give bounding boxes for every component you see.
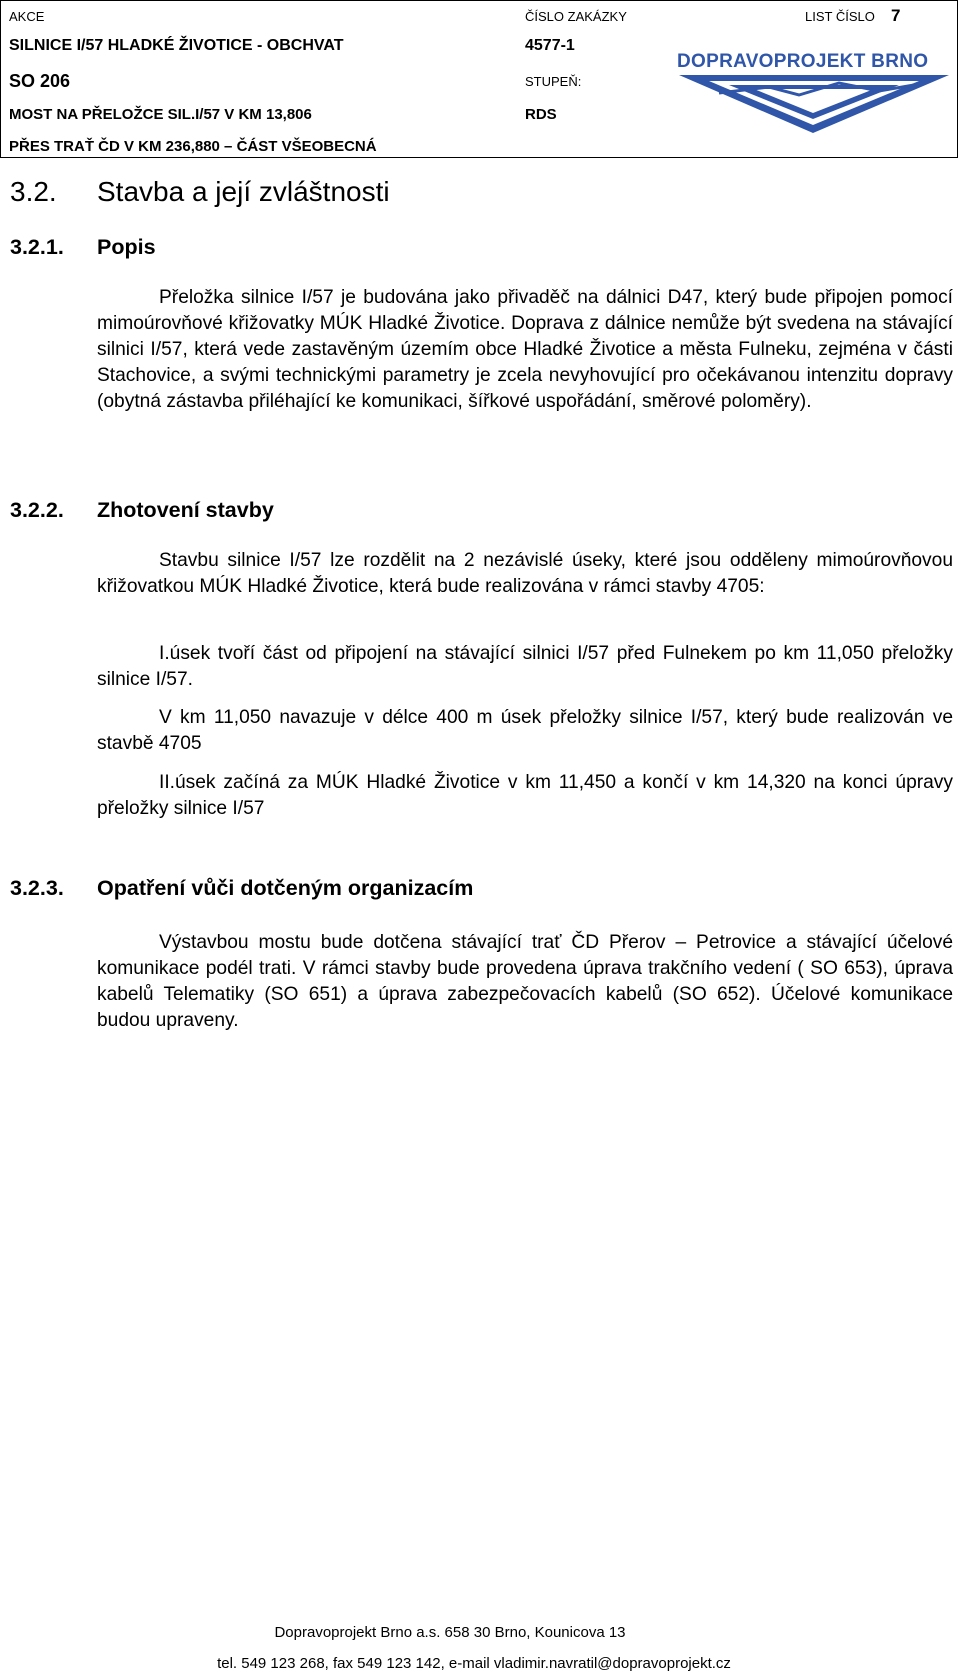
order-label: ČÍSLO ZAKÁZKY: [525, 9, 627, 24]
sub1-number: 3.2.1.: [10, 235, 64, 259]
sub2-title: Zhotovení stavby: [97, 498, 274, 522]
order-number: 4577-1: [525, 37, 575, 54]
sheet-number: 7: [891, 6, 901, 25]
sub2-paragraph-3-text: V km 11,050 navazuje v délce 400 m úsek přeložky silnice I/57, který bude realizován ve stavbě 4705: [97, 707, 953, 754]
stage-value: RDS: [525, 106, 557, 123]
footer-contact: tel. 549 123 268, fax 549 123 142, e-mail vladimir.navratil@dopravoprojekt.cz: [217, 1655, 731, 1672]
sub2-paragraph-1-text: Stavbu silnice I/57 lze rozdělit na 2 nezávislé úseky, které jsou odděleny mimoúrovňovou křižovatkou MÚK Hladké Životice, která bude realizována v rámci stavby 4705:: [97, 550, 953, 597]
document-header: [0, 0, 958, 158]
sub3-title: Opatření vůči dotčeným organizacím: [97, 876, 474, 900]
sub2-paragraph-2-text: I.úsek tvoří část od připojení na stávající silnici I/57 před Fulnekem po km 11,050 přeložky silnice I/57.: [97, 643, 953, 690]
sub1-paragraph-text: Přeložka silnice I/57 je budována jako přivaděč na dálnici D47, který bude připojen pomocí mimoúrovňové křižovatky MÚK Hladké Životice. Doprava z dálnice nemůže být svedena na stávající silnici I/57, která vede zastavěným územím obce Hladké Životice a města Fulneku, zejména v části Stachovice, a svými technickými parametry je zcela nevyhovující pro očekávanou intenzitu dopravy (obytná zástavba přiléhající ke komunikaci, šířkové uspořádání, směrové poloměry).: [97, 287, 953, 412]
sub3-number: 3.2.3.: [10, 876, 64, 900]
logo-emblem-icon: [679, 73, 949, 135]
rail-line: PŘES TRAŤ ČD V KM 236,880 – ČÁST VŠEOBECNÁ: [9, 138, 377, 155]
sub1-title: Popis: [97, 235, 156, 259]
sub2-paragraph-1: [97, 548, 953, 600]
bridge-line: MOST NA PŘELOŽCE SIL.I/57 V KM 13,806: [9, 106, 312, 123]
sub2-paragraph-2: [97, 641, 953, 693]
sub2-paragraph-3: [97, 705, 953, 757]
section-number: 3.2.: [10, 176, 57, 207]
stage-label: STUPEŇ:: [525, 74, 582, 89]
so-line: SO 206: [9, 71, 71, 91]
sub2-paragraph-4-text: II.úsek začíná za MÚK Hladké Životice v km 11,450 a končí v km 14,320 na konci úpravy přeložky silnice I/57: [97, 772, 953, 819]
sub2-number: 3.2.2.: [10, 498, 64, 522]
footer-address: Dopravoprojekt Brno a.s. 658 30 Brno, Kounicova 13: [274, 1624, 626, 1641]
sub3-paragraph: [97, 930, 953, 1034]
project-line: SILNICE I/57 HLADKÉ ŽIVOTICE - OBCHVAT: [9, 37, 344, 54]
akce-label: AKCE: [9, 9, 45, 24]
logo-text: DOPRAVOPROJEKT BRNO: [677, 51, 929, 72]
sub2-paragraph-4: [97, 770, 953, 822]
sub3-paragraph-text: Výstavbou mostu bude dotčena stávající trať ČD Přerov – Petrovice a stávající účelové komunikace podél trati. V rámci stavby bude provedena úprava trakčního vedení ( SO 653), úprava kabelů Telematiky (SO 651) a úprava zabezpečovacích kabelů (SO 652). Účelové komunikace budou upraveny.: [97, 932, 953, 1031]
section-title: Stavba a její zvláštnosti: [97, 176, 390, 207]
sheet-label: LIST ČÍSLO: [805, 9, 875, 24]
sub1-paragraph: [97, 285, 953, 415]
